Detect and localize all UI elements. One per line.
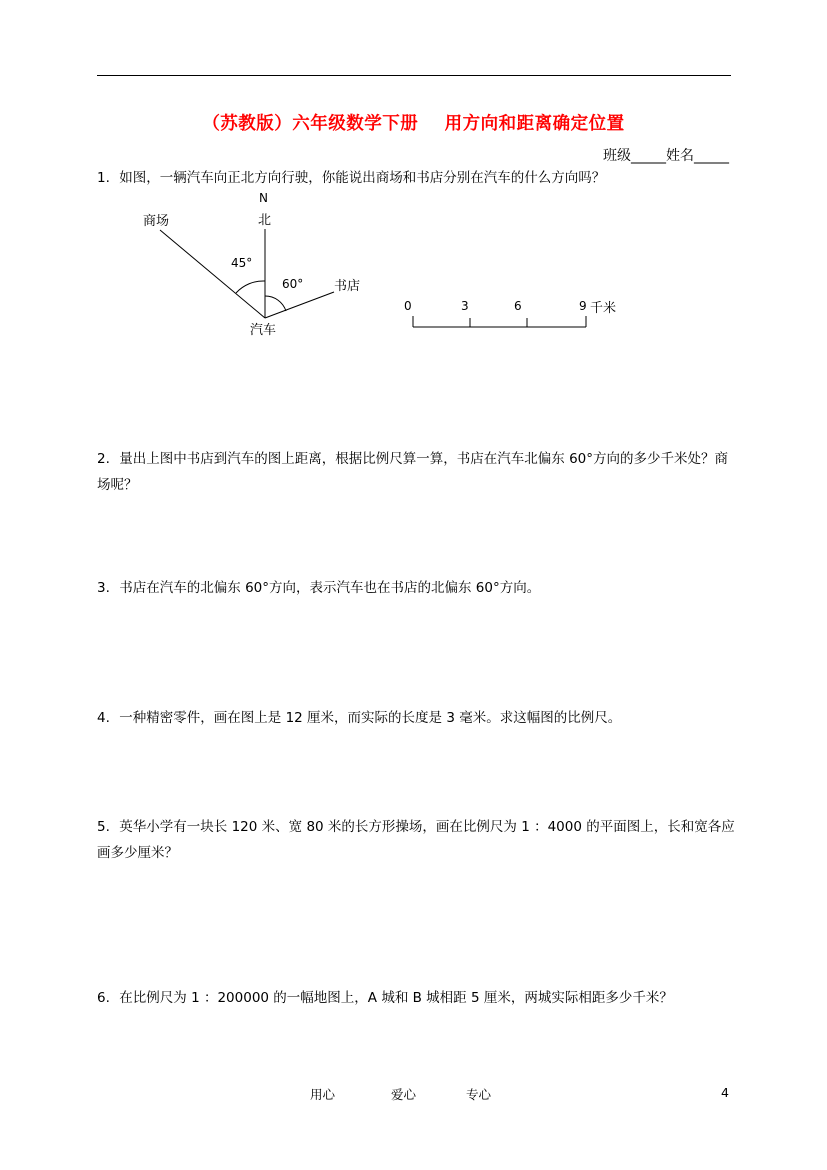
question-number: 5.: [97, 819, 110, 835]
page-title: （苏教版）六年级数学下册 用方向和距离确定位置: [202, 114, 625, 134]
question-text: 在比例尺为 1 ：200000 的一幅地图上，A 城和 B 城相距 5 厘米，两城实际相距多少千米？: [119, 990, 673, 1006]
car-label: 汽车: [250, 323, 277, 338]
n-label: N: [259, 191, 268, 205]
mall-line: [160, 230, 265, 318]
question-4: [97, 705, 737, 731]
question-number: 3.: [97, 580, 110, 596]
scale-unit-label: 千米: [590, 301, 617, 316]
footer-item-3: 专心: [466, 1087, 492, 1102]
angle-arc-45: [236, 281, 265, 293]
class-name-line: 班级_____姓名_____: [603, 148, 729, 164]
question-5: [97, 814, 737, 866]
question-text: 英华小学有一块长 120 米、宽 80 米的长方形操场，画在比例尺为 1 ：4000 的平面图上，长和宽各应画多少厘米？: [97, 819, 735, 861]
angle-arc-60: [265, 296, 286, 311]
scale-label-3: 3: [461, 299, 469, 313]
angle-60-label: 60°: [282, 277, 304, 291]
question-number: 4.: [97, 710, 110, 726]
bookstore-label: 书店: [334, 279, 361, 294]
question-number: 6.: [97, 990, 110, 1006]
bookstore-line: [265, 292, 334, 318]
question-2: [97, 446, 737, 498]
scale-label-9: 9: [579, 299, 587, 313]
footer-item-2: 爱心: [391, 1087, 417, 1102]
page-number: 4: [721, 1085, 729, 1100]
scale-label-0: 0: [404, 299, 412, 313]
question-text: 如图，一辆汽车向正北方向行驶，你能说出商场和书店分别在汽车的什么方向吗？: [119, 170, 606, 186]
north-label: 北: [258, 213, 272, 228]
angle-45-label: 45°: [231, 256, 253, 270]
question-number: 2.: [97, 451, 110, 467]
scale-label-6: 6: [514, 299, 522, 313]
mall-label: 商场: [143, 214, 170, 229]
question-3: [97, 575, 737, 601]
question-number: 1.: [97, 170, 110, 186]
question-6: [97, 985, 737, 1011]
question-text: 一种精密零件，画在图上是 12 厘米，而实际的长度是 3 毫米。求这幅图的比例尺。: [119, 710, 622, 726]
footer-item-1: 用心: [310, 1087, 336, 1102]
question-text: 量出上图中书店到汽车的图上距离，根据比例尺算一算，书店在汽车北偏东 60°方向的多少千米处？商场呢？: [97, 451, 729, 493]
question-text: 书店在汽车的北偏东 60°方向，表示汽车也在书店的北偏东 60°方向。: [119, 580, 541, 596]
